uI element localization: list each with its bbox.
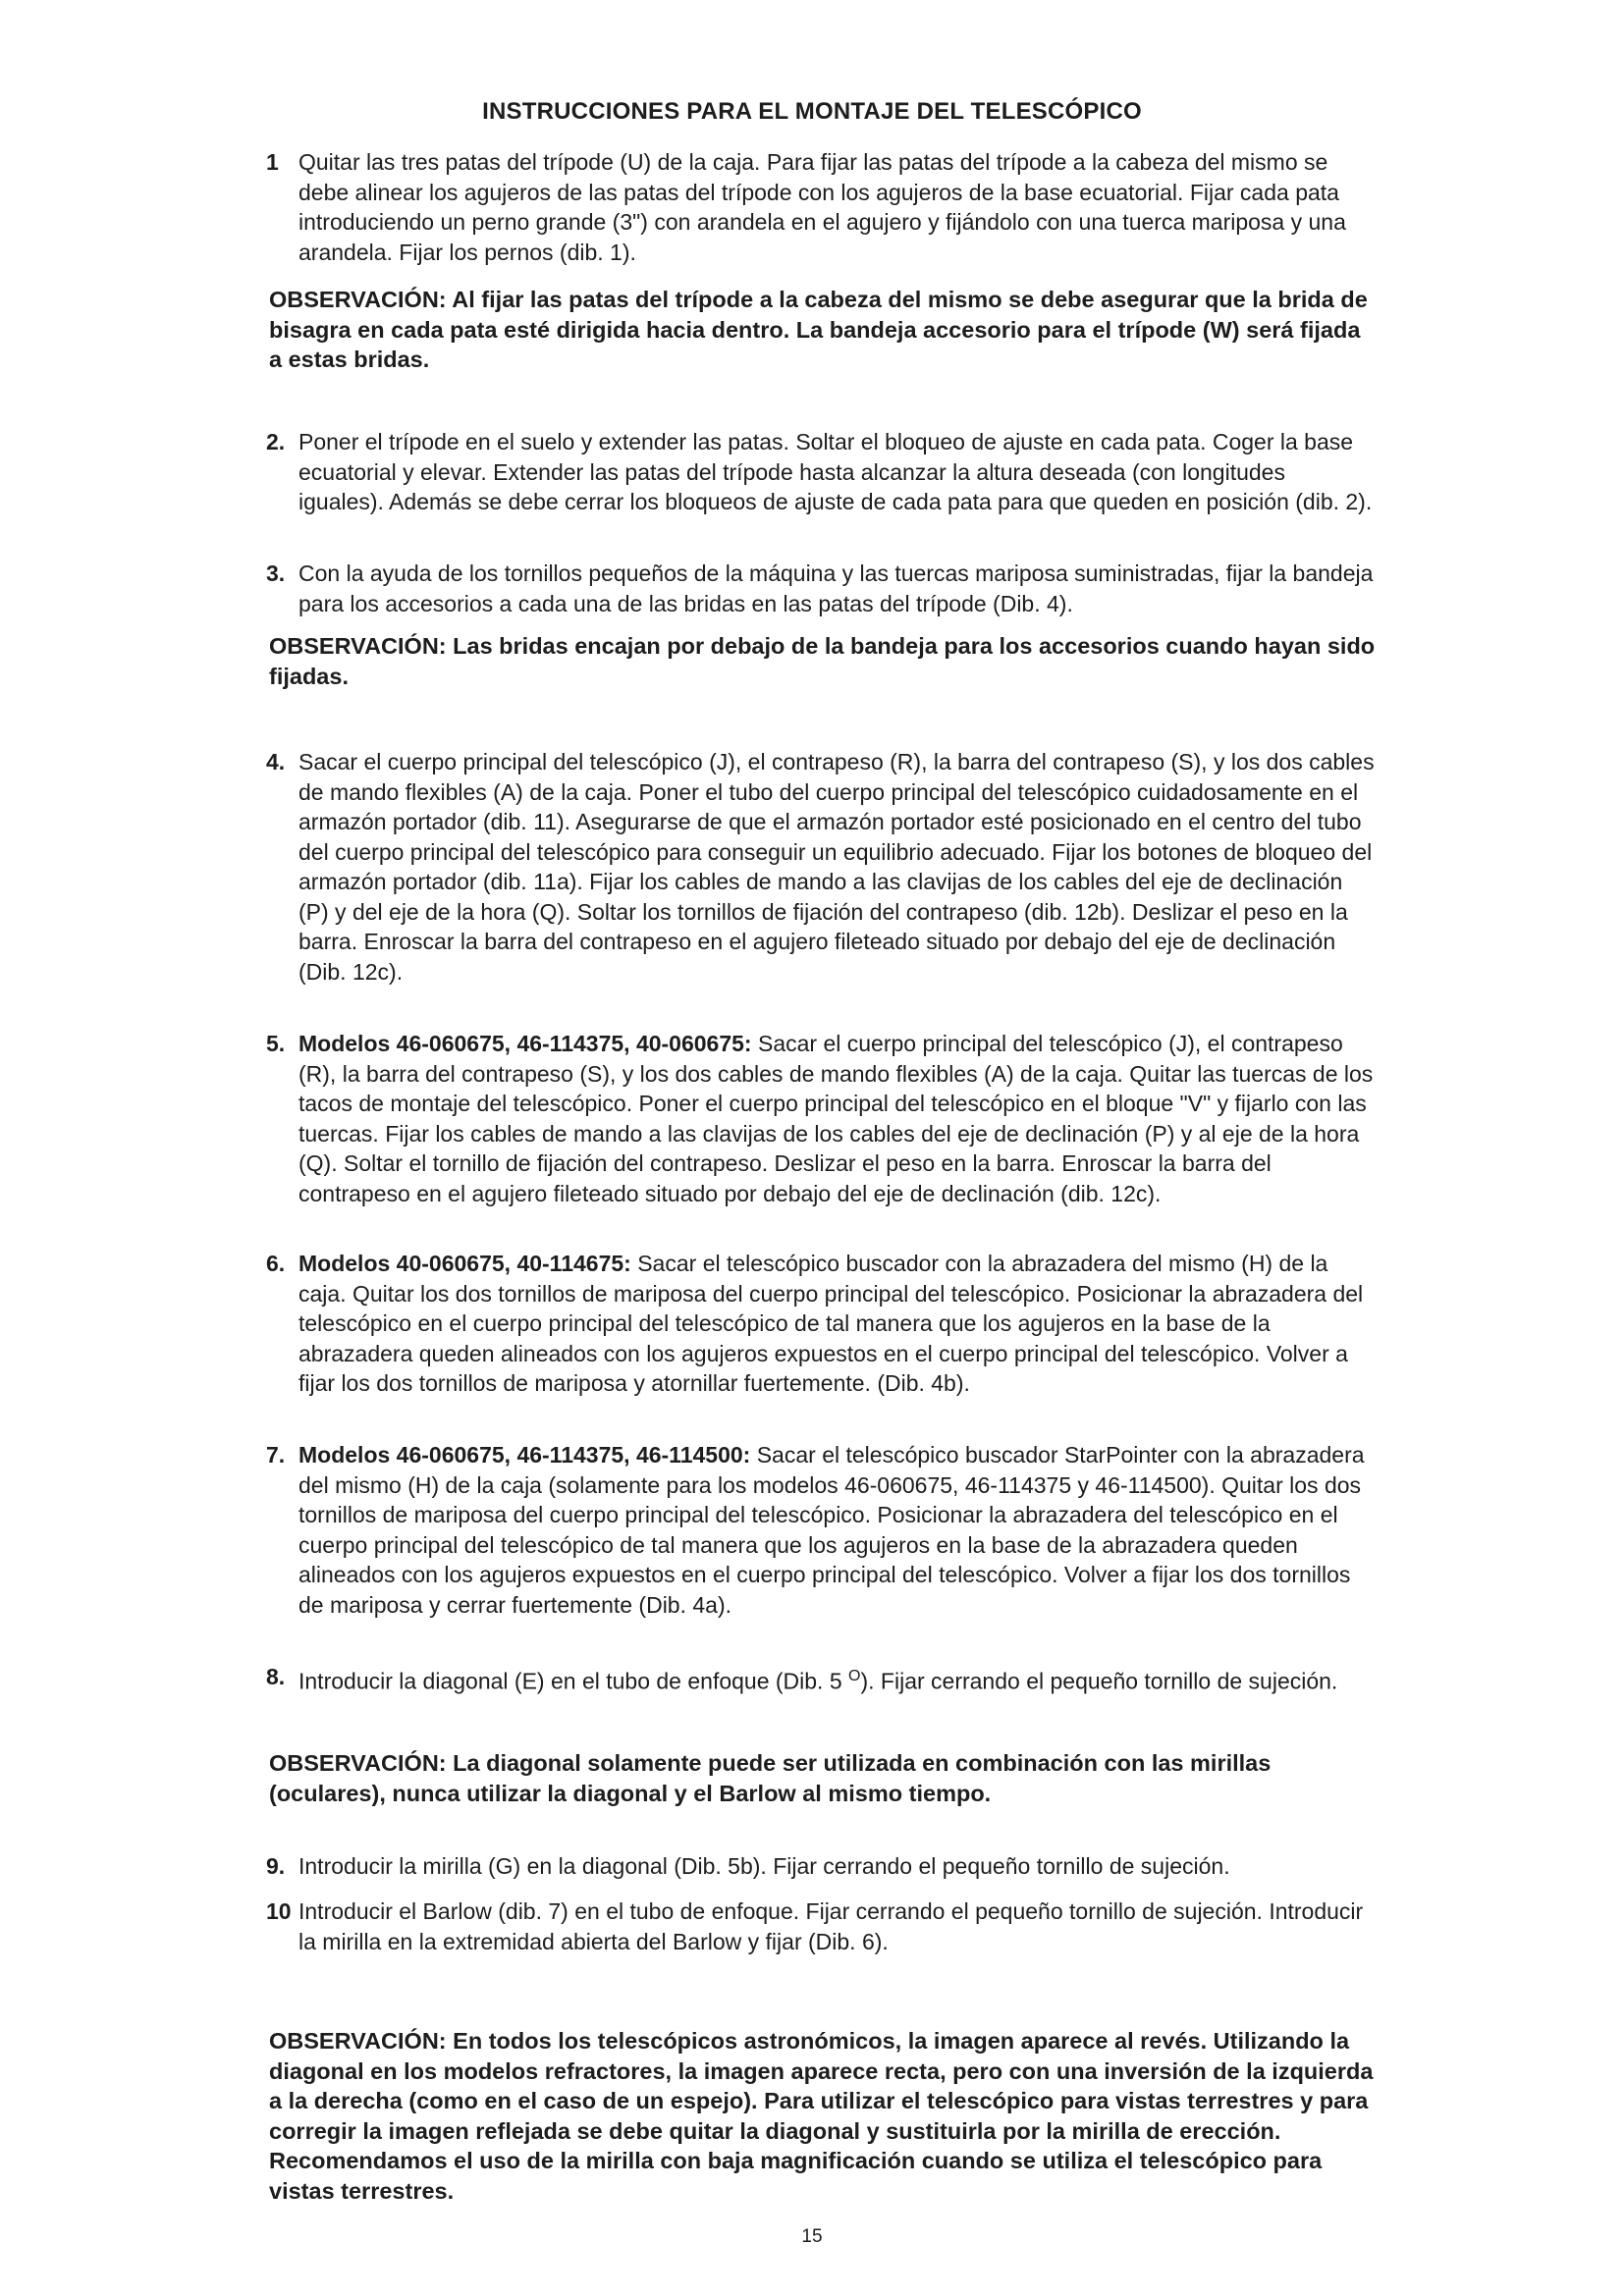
step-number: 7.	[266, 1442, 286, 1468]
step-number: 10	[266, 1898, 292, 1924]
step-4	[266, 747, 1376, 987]
step-text: Sacar el telescópico buscador con la abrazadera del mismo (H) de la caja. Quitar los dos tornillos de mariposa del cuerpo principal del telescópico. Posicionar la abrazadera del telescópico en el cuerpo principal del telescópico de tal manera que los agujeros en la base de la abrazadera queden alineados con los agujeros expuestos en el cuerpo principal del telescópico. Volver a fijar los dos tornillos de mariposa y atornillar fuertemente. (Dib. 4b).	[298, 1251, 1364, 1396]
step-number: 4.	[266, 749, 286, 774]
step-3	[266, 559, 1376, 618]
step-10	[266, 1896, 1376, 1956]
step-number: 1	[266, 149, 279, 175]
step-text: Con la ayuda de los tornillos pequeños de la máquina y las tuercas mariposa suministradas, fijar la bandeja para los accesorios a cada una de las bridas en las patas del trípode (Dib. 4).	[298, 561, 1374, 616]
page-number: 15	[801, 2226, 823, 2247]
step-models-label: Modelos 46-060675, 46-114375, 40-060675:	[298, 1031, 752, 1056]
step-9	[266, 1851, 1376, 1882]
note-tripod-flange: OBSERVACIÓN: Al fijar las patas del trípode a la cabeza del mismo se debe asegurar que la brida de bisagra en cada pata esté dirigida hacia dentro. La bandeja accesorio para el trípode (W) será fijada a estas bridas.	[269, 287, 1368, 372]
step-5	[266, 1029, 1376, 1208]
step-text: Quitar las tres patas del trípode (U) de la caja. Para fijar las patas del trípode a la cabeza del mismo se debe alinear los agujeros de las patas del trípode con los agujeros de la base ecuatorial. Fijar cada pata introduciendo un perno grande (3") con arandela en el agujero y fijándolo con una tuerca mariposa y una arandela. Fijar los pernos (dib. 1).	[298, 149, 1346, 265]
step-1	[266, 147, 1376, 267]
step-text: Introducir la mirilla (G) en la diagonal (Dib. 5b). Fijar cerrando el pequeño tornillo de sujeción.	[298, 1853, 1230, 1879]
step-text: Introducir el Barlow (dib. 7) en el tubo de enfoque. Fijar cerrando el pequeño tornillo de sujeción. Introducir la mirilla en la extremidad abierta del Barlow y fijar (Dib. 6).	[298, 1898, 1364, 1954]
step-number: 9.	[266, 1853, 286, 1879]
step-text-continued: ). Fijar cerrando el pequeño tornillo de sujeción.	[860, 1668, 1338, 1694]
step-number: 3.	[266, 561, 286, 586]
step-models-label: Modelos 46-060675, 46-114375, 46-114500:	[298, 1442, 751, 1468]
step-2	[266, 427, 1376, 517]
note-flanges: OBSERVACIÓN: Las bridas encajan por debajo de la bandeja para los accesorios cuando hayan sido fijadas.	[269, 633, 1376, 689]
note-image-orientation: OBSERVACIÓN: En todos los telescópicos astronómicos, la imagen aparece al revés. Utilizando la diagonal en los modelos refractores, la imagen aparece recta, pero con una inversión de la izquierda a la derecha (como en el caso de un espejo). Para utilizar el telescópico para vistas terrestres y para corregir la imagen reflejada se debe quitar la diagonal y sustituirla por la mirilla de erección. Recomendamos el uso de la mirilla con baja magnificación cuando se utiliza el telescópico para vistas terrestres.	[269, 2028, 1374, 2204]
step-text: Introducir la diagonal (E) en el tubo de enfoque (Dib. 5	[298, 1668, 842, 1694]
step-8	[266, 1662, 1376, 1696]
step-number: 5.	[266, 1031, 286, 1056]
step-text: Sacar el cuerpo principal del telescópico (J), el contrapeso (R), la barra del contrapeso (S), y los dos cables de mando flexibles (A) de la caja. Poner el tubo del cuerpo principal del telescópico cuidadosamente en el armazón portador (dib. 11). Asegurarse de que el armazón portador esté posicionado en el centro del tubo del cuerpo principal del telescópico para conseguir un equilibrio adecuado. Fijar los botones de bloqueo del armazón portador (dib. 11a). Fijar los cables de mando a las clavijas de los cables del eje de declinación (P) y del eje de la hora (Q). Soltar los tornillos de fijación del contrapeso (dib. 12b). Deslizar el peso en la barra. Enroscar la barra del contrapeso en el agujero fileteado situado por debajo del eje de declinación (Dib. 12c).	[298, 749, 1375, 985]
step-models-label: Modelos 40-060675, 40-114675:	[298, 1251, 631, 1276]
superscript: O	[848, 1668, 861, 1684]
step-number: 8.	[266, 1664, 286, 1689]
step-number: 2.	[266, 429, 286, 454]
step-text: Poner el trípode en el suelo y extender las patas. Soltar el bloqueo de ajuste en cada pata. Coger la base ecuatorial y elevar. Extender las patas del trípode hasta alcanzar la altura deseada (con longitudes iguales). Además se debe cerrar los bloqueos de ajuste de cada pata para que queden en posición (dib. 2).	[298, 429, 1373, 514]
page-title: INSTRUCCIONES PARA EL MONTAJE DEL TELESCÓPICO	[482, 98, 1142, 125]
step-number: 6.	[266, 1251, 286, 1276]
step-text: Sacar el telescópico buscador StarPointer con la abrazadera del mismo (H) de la caja (solamente para los modelos 46-060675, 46-114375 y 46-114500). Quitar los dos tornillos de mariposa del cuerpo principal del telescópico. Posicionar la abrazadera del telescópico en el cuerpo principal del telescópico de tal manera que los agujeros en la base de la abrazadera queden alineados con los agujeros expuestos en el cuerpo principal del telescópico. Volver a fijar los dos tornillos de mariposa y cerrar fuertemente (Dib. 4a).	[298, 1442, 1365, 1618]
note-diagonal: OBSERVACIÓN: La diagonal solamente puede ser utilizada en combinación con las mirillas (oculares), nunca utilizar la diagonal y el Barlow al mismo tiempo.	[269, 1750, 1272, 1806]
step-text: Sacar el cuerpo principal del telescópico (J), el contrapeso (R), la barra del contrapeso (S), y los dos cables de mando flexibles (A) de la caja. Quitar las tuercas de los tacos de montaje del telescópico. Poner el cuerpo principal del telescópico en el bloque "V" y fijarlo con las tuercas. Fijar los cables de mando a las clavijas de los cables del eje de declinación (P) y al eje de la hora (Q). Soltar el tornillo de fijación del contrapeso. Deslizar el peso en la barra. Enroscar la barra del contrapeso en el agujero fileteado situado por debajo del eje de declinación (dib. 12c).	[298, 1031, 1374, 1206]
step-7	[266, 1440, 1376, 1620]
step-6	[266, 1249, 1376, 1399]
